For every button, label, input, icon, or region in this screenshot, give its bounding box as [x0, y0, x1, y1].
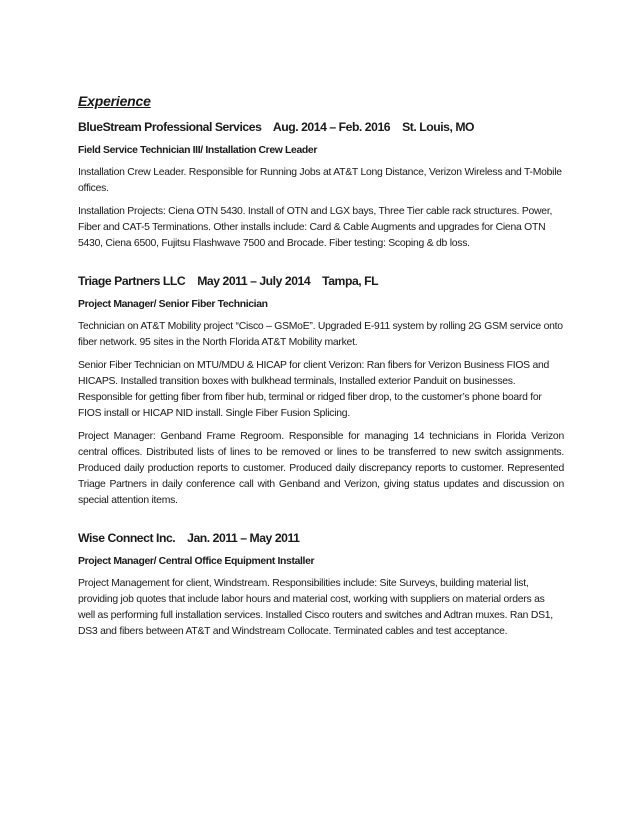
job-entry-wise-connect: [78, 531, 564, 640]
job-dates: Aug. 2014 – Feb. 2016: [272, 120, 391, 134]
job-location: St. Louis, MO: [402, 120, 475, 134]
job-title: Project Manager/ Senior Fiber Technician: [78, 299, 268, 310]
job-title: Project Manager/ Central Office Equipment Installer: [78, 556, 315, 567]
job-company: Wise Connect Inc.: [78, 531, 176, 545]
job-description: Project Management for client, Windstream. Responsibilities include: Site Surveys, building material list, providing job quotes that include labor hours and material cost, working with suppliers on material orders as well as performing full installation services. Installed Cisco routers and switches and Adtran muxes. Ran DS1, DS3 and fibers between AT&T and Windstream Collocate. Terminated cables and test acceptance.: [78, 578, 553, 637]
job-dates: May 2011 – July 2014: [197, 274, 311, 288]
resume-page: [78, 93, 564, 647]
job-entry-triage: [78, 274, 564, 509]
job-description: Technician on AT&T Mobility project “Cisco – GSMoE”. Upgraded E-911 system by rolling 2G GSM service onto fiber network. 95 sites in the North Florida AT&T Mobility market.: [78, 321, 563, 348]
job-description: Installation Crew Leader. Responsible for Running Jobs at AT&T Long Distance, Verizon Wireless and T-Mobile offices.: [78, 167, 562, 194]
job-header: [78, 531, 564, 545]
job-title: Field Service Technician III/ Installation Crew Leader: [78, 145, 318, 156]
section-heading-experience: Experience: [78, 93, 151, 109]
job-company: Triage Partners LLC: [78, 274, 186, 288]
job-dates: Jan. 2011 – May 2011: [187, 531, 300, 545]
job-header: [78, 274, 564, 288]
job-description: Project Manager: Genband Frame Regroom. Responsible for managing 14 technicians in Florida Verizon central offices. Distributed lists of lines to be removed or lines to be transferred to new switch assignments. Produced daily production reports to customer. Produced daily discrepancy reports to customer. Represented Triage Partners in daily conference call with Genband and Verizon, giving status updates and discussion on special attention items.: [78, 431, 564, 506]
job-entry-bluestream: [78, 120, 564, 252]
job-header: [78, 120, 564, 134]
job-description: Installation Projects: Ciena OTN 5430. Install of OTN and LGX bays, Three Tier cable rack structures. Power, Fiber and CAT-5 Terminations. Other installs include: Card & Cable Augments and upgrades for Ciena OTN 5430, Ciena 6500, Fujitsu Flashwave 7500 and Brocade. Fiber testing: Scoping & db loss.: [78, 206, 553, 249]
job-description: Senior Fiber Technician on MTU/MDU & HICAP for client Verizon: Ran fibers for Verizon Business FIOS and HICAPS. Installed transition boxes with bulkhead terminals, Installed exterior Panduit on businesses. Responsible for getting fiber from fiber hub, terminal or ridged fiber drop, to the customer’s phone board for FIOS install or HICAP NID install. Single Fiber Fusion Splicing.: [78, 360, 550, 419]
job-location: Tampa, FL: [322, 274, 379, 288]
job-company: BlueStream Professional Services: [78, 120, 262, 134]
